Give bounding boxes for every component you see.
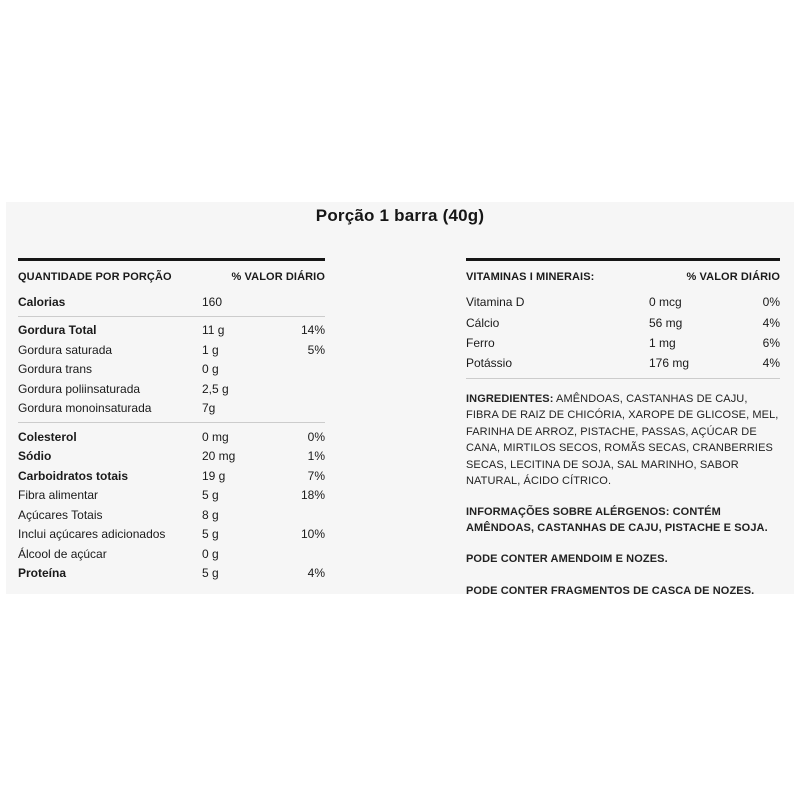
nutrient-dv: 4% — [307, 566, 325, 581]
nutrition-panel — [6, 202, 794, 598]
nutrient-label: Gordura monoinsaturada — [18, 401, 152, 416]
nutrient-amount: 0 mg — [202, 429, 229, 444]
vitamin-label: Cálcio — [466, 315, 500, 330]
allergen-info-paragraph: INFORMAÇÕES SOBRE ALÉRGENOS: CONTÉM AMÊNDOAS, CASTANHAS DE CAJU, PISTACHE E SOJA. — [466, 505, 768, 535]
ingredients-text: AMÊNDOAS, CASTANHAS DE CAJU, FIBRA DE RAIZ DE CHICÓRIA, XAROPE DE GLICOSE, MEL, FARINHA DE ARROZ, PISTACHE, PASSAS, AÇÚCAR DE CANA, MIRTILOS SECOS, ROMÃS SECAS, CRANBERRIES SECAS, LECITINA DE SOJA, SAL MARINHO, SABOR NATURAL, ÁCIDO CÍTRICO. — [466, 392, 779, 488]
table-row — [18, 360, 325, 380]
nutrient-label: Carboidratos totais — [18, 468, 129, 483]
nutrition-table-header — [18, 261, 325, 292]
vitamin-amount: 1 mg — [649, 335, 676, 350]
nutrient-amount: 5 g — [202, 488, 219, 503]
nutrient-amount: 11 g — [202, 323, 225, 338]
nutrient-dv: 1% — [307, 449, 325, 464]
ingredients-label: INGREDIENTES: — [466, 392, 554, 405]
vitamins-and-ingredients-column — [466, 258, 780, 600]
table-row — [18, 544, 325, 564]
nutrient-amount: 2,5 g — [202, 381, 229, 396]
table-row — [466, 292, 780, 312]
may-contain-paragraph: PODE CONTER AMENDOIM E NOZES. — [466, 552, 668, 565]
vitamin-amount: 0 mcg — [649, 295, 682, 310]
nutrient-label: Álcool de açúcar — [18, 546, 107, 561]
nutrient-label: Sódio — [18, 449, 52, 464]
table-row — [466, 353, 780, 373]
table-row — [18, 340, 325, 360]
nutrient-label: Gordura trans — [18, 362, 93, 377]
nutrient-amount: 5 g — [202, 566, 219, 581]
nutrient-amount: 7g — [202, 401, 216, 416]
table-row — [18, 379, 325, 399]
table-row — [18, 292, 325, 312]
nutrient-amount: 20 mg — [202, 449, 236, 464]
nutrient-label: Proteína — [18, 566, 67, 581]
nutrient-label: Inclui açúcares adicionados — [18, 527, 166, 542]
vitamins-minerals-header: VITAMINAS I MINERAIS: — [466, 271, 595, 283]
vitamin-dv: 6% — [762, 335, 780, 350]
nutrient-dv: 7% — [307, 468, 325, 483]
vitamins-table-header — [466, 261, 780, 292]
nutrient-label: Fibra alimentar — [18, 488, 99, 503]
vitamin-dv: 4% — [762, 356, 780, 371]
nutrient-amount: 0 g — [202, 362, 219, 377]
may-contain-fragments-paragraph: PODE CONTER FRAGMENTOS DE CASCA DE NOZES. — [466, 585, 755, 598]
nutrient-label: Açúcares Totais — [18, 507, 103, 522]
daily-value-header: % VALOR DIÁRIO — [231, 271, 325, 283]
section-divider — [466, 378, 780, 379]
table-row — [466, 312, 780, 332]
table-row — [18, 427, 325, 447]
table-row — [18, 525, 325, 545]
nutrient-dv: 5% — [307, 342, 325, 357]
nutrient-dv: 14% — [300, 323, 325, 338]
vitamin-amount: 176 mg — [649, 356, 690, 371]
nutrient-amount: 8 g — [202, 507, 219, 522]
nutrition-facts-table — [18, 258, 325, 583]
ingredients-paragraph — [466, 391, 780, 490]
amount-per-serving-header: QUANTIDADE POR PORÇÃO — [18, 271, 172, 283]
table-row — [18, 447, 325, 467]
section-divider — [18, 316, 325, 317]
nutrient-dv: 0% — [307, 429, 325, 444]
nutrient-label: Gordura Total — [18, 323, 97, 338]
nutrient-label: Calorias — [18, 294, 66, 309]
vitamin-label: Vitamina D — [466, 295, 525, 310]
table-row — [18, 564, 325, 584]
table-row — [18, 466, 325, 486]
nutrient-amount: 1 g — [202, 342, 219, 357]
serving-size-title: Porção 1 barra (40g) — [315, 206, 485, 225]
vitamin-dv: 4% — [762, 315, 780, 330]
nutrient-amount: 19 g — [202, 468, 226, 483]
nutrient-dv: 10% — [300, 527, 325, 542]
table-row — [18, 505, 325, 525]
vitamin-amount: 56 mg — [649, 315, 683, 330]
table-row — [466, 333, 780, 353]
vitamin-label: Ferro — [466, 335, 495, 350]
nutrient-label: Gordura saturada — [18, 342, 113, 357]
nutrient-dv: 18% — [300, 488, 325, 503]
nutrient-amount: 160 — [202, 294, 223, 309]
table-row — [18, 321, 325, 341]
nutrient-label: Gordura poliinsaturada — [18, 381, 141, 396]
table-row — [18, 486, 325, 506]
vitamin-dv: 0% — [762, 295, 780, 310]
section-divider — [18, 422, 325, 423]
vitamin-label: Potássio — [466, 356, 513, 371]
nutrient-amount: 0 g — [202, 546, 219, 561]
nutrient-label: Colesterol — [18, 429, 77, 444]
table-row — [18, 399, 325, 419]
nutrient-amount: 5 g — [202, 527, 219, 542]
daily-value-header: % VALOR DIÁRIO — [686, 271, 780, 283]
